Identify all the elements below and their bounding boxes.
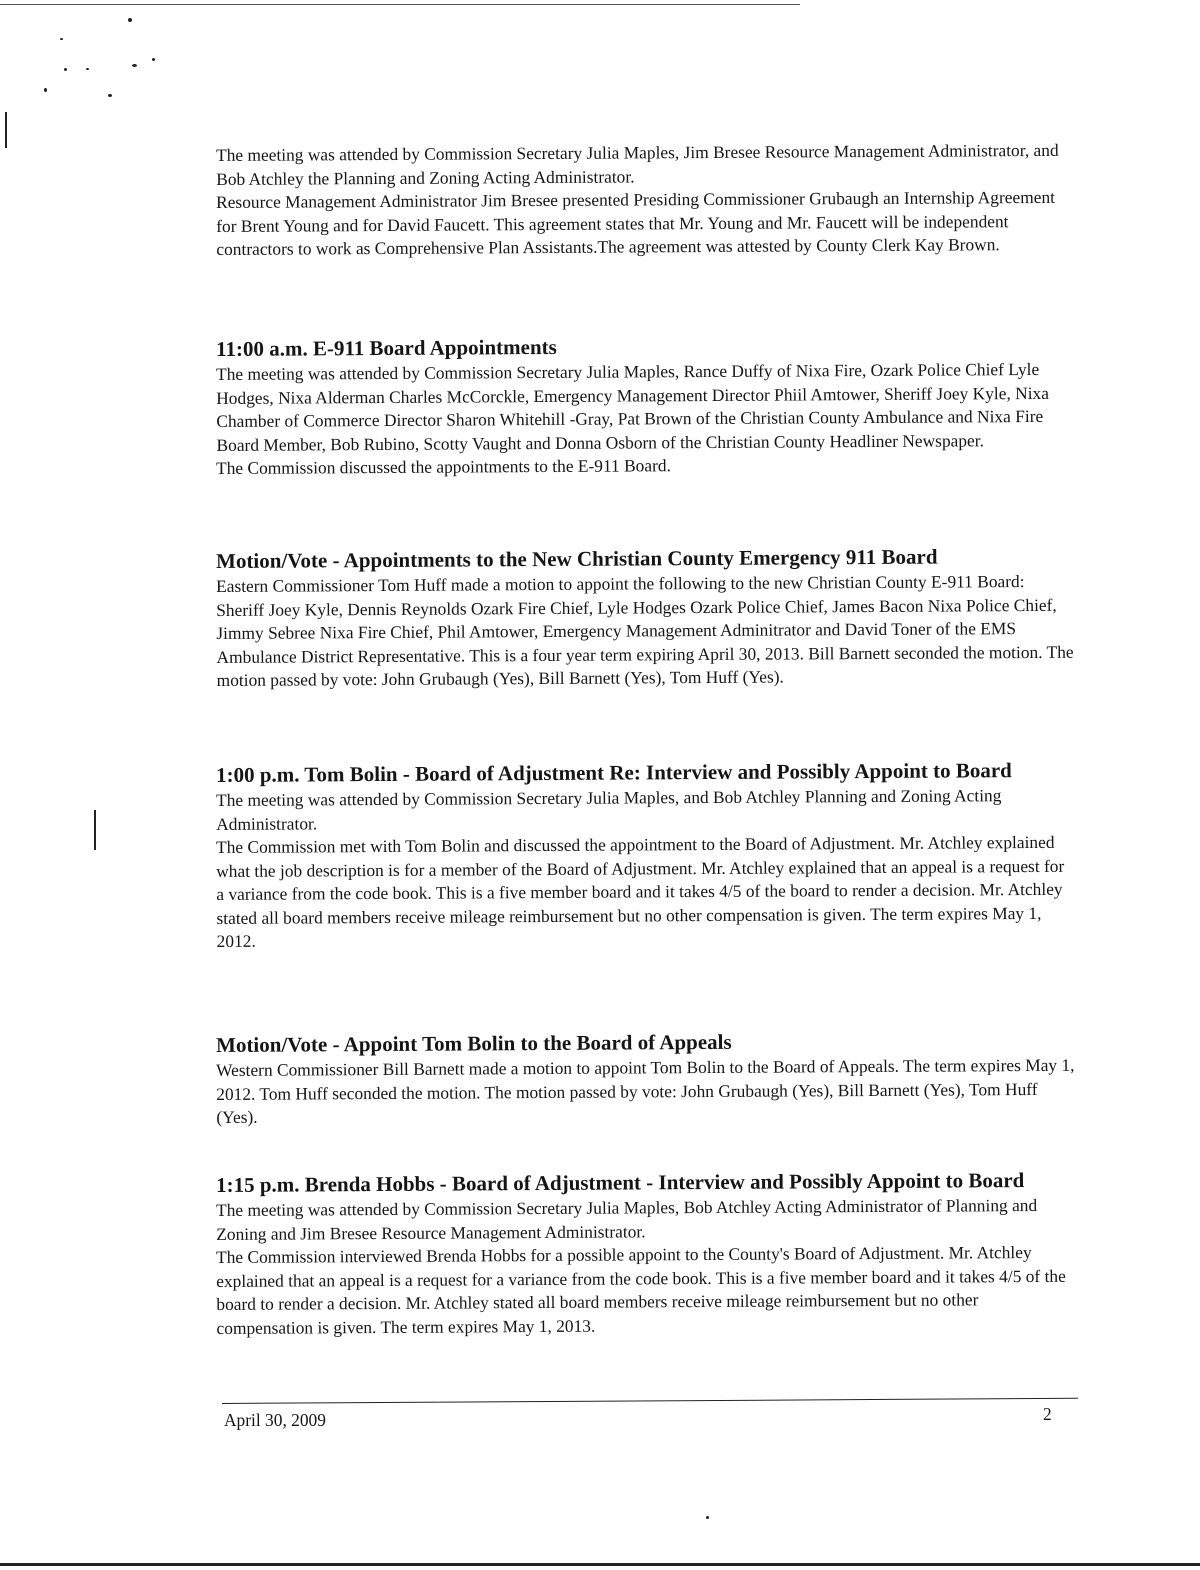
scan-edge-bottom xyxy=(0,1563,1200,1566)
section-heading: 1:15 p.m. Brenda Hobbs - Board of Adjustment - Interview and Possibly Appoint to Board xyxy=(216,1168,1025,1197)
intro-section xyxy=(216,139,1076,262)
footer-rule xyxy=(222,1398,1078,1404)
scan-speck xyxy=(64,68,67,71)
paragraph: The meeting was attended by Commission Secretary Julia Maples, Rance Duffy of Nixa Fire, Ozark Police Chief Lyle Hodges, Nixa Alderman Charles McCorckle, Emergency Management Director Phiil Amtower, Sheriff Joey Kyle, Nixa Chamber of Commerce Director Sharon Whitehill -Gray, Pat Brown of the Christian County Ambulance and Nixa Fire Board Member, Bob Rubino, Scotty Vaught and Donna Osborn of the Christian County Headliner Newspaper. xyxy=(216,358,1049,455)
footer-date: April 30, 2009 xyxy=(224,1410,326,1430)
section-heading: Motion/Vote - Appoint Tom Bolin to the Board of Appeals xyxy=(216,1029,732,1057)
scan-speck xyxy=(44,88,47,92)
section-heading: 11:00 a.m. E-911 Board Appointments xyxy=(216,334,557,361)
paragraph: The meeting was attended by Commission Secretary Julia Maples, and Bob Atchley Planning and Zoning Acting Administrator. xyxy=(216,785,1002,834)
paragraph: The meeting was attended by Commission Secretary Julia Maples, Bob Atchley Acting Administrator of Planning and Zoning and Jim Bresee Resource Management Administrator. xyxy=(216,1194,1038,1244)
e911-appointments-section xyxy=(216,336,1076,481)
tom-bolin-interview-section xyxy=(216,758,1076,954)
section-heading: Motion/Vote - Appointments to the New Christian County Emergency 911 Board xyxy=(216,544,938,573)
paragraph: Resource Management Administrator Jim Bresee presented Presiding Commissioner Grubaugh an Internship Agreement for Brent Young and for David Faucett. This agreement states that Mr. Young and Mr. Faucett will be independent contractors to work as Comprehensive Plan Assistants.The agreement was attested by County Clerk Kay Brown. xyxy=(216,187,1056,260)
brenda-hobbs-interview-section xyxy=(216,1168,1076,1341)
page-number: 2 xyxy=(1043,1404,1052,1424)
e911-motion-section xyxy=(216,544,1076,693)
scan-speck xyxy=(86,68,89,70)
margin-mark xyxy=(94,810,96,850)
scan-speck xyxy=(706,1516,709,1519)
section-heading: 1:00 p.m. Tom Bolin - Board of Adjustment Re: Interview and Possibly Appoint to Board xyxy=(216,758,1012,787)
paragraph: The Commission met with Tom Bolin and discussed the appointment to the Board of Adjustment. Mr. Atchley explained what the job description is for a member of the Board of Adjustment. Mr. Atchley explained that an appeal is a request for a variance from the code book. This is a five member board and it takes 4/5 of the board to render a decision. Mr. Atchley stated all board members receive mileage reimbursement but no other compensation is given. The term expires May 1, 2012. xyxy=(216,832,1065,952)
scan-speck xyxy=(152,58,155,61)
scan-speck xyxy=(128,18,132,22)
scan-edge-top xyxy=(0,4,800,5)
paragraph: The Commission interviewed Brenda Hobbs for a possible appoint to the County's Board of Adjustment. Mr. Atchley explained that an appeal is a request for a variance from the code book. This is a five member board and it takes 4/5 of the board to render a decision. Mr. Atchley stated all board members receive mileage reimbursement but no other compensation is given. The term expires May 1, 2013. xyxy=(216,1242,1066,1338)
paragraph: The Commission discussed the appointments to the E-911 Board. xyxy=(216,455,671,479)
scan-speck xyxy=(132,64,137,67)
tom-bolin-motion-section xyxy=(216,1029,1076,1130)
margin-mark xyxy=(5,112,7,148)
paragraph: Western Commissioner Bill Barnett made a motion to appoint Tom Bolin to the Board of Appeals. The term expires May 1, 2012. Tom Huff seconded the motion. The motion passed by vote: John Grubaugh (Yes), Bill Barnett (Yes), Tom Huff (Yes). xyxy=(216,1054,1075,1128)
paragraph: The meeting was attended by Commission Secretary Julia Maples, Jim Bresee Resource Management Administrator, and Bob Atchley the Planning and Zoning Acting Administrator. xyxy=(216,139,1059,189)
scan-speck xyxy=(108,94,112,97)
scan-speck xyxy=(60,38,63,40)
paragraph: Eastern Commissioner Tom Huff made a motion to appoint the following to the new Christian County E-911 Board: Sheriff Joey Kyle, Dennis Reynolds Ozark Fire Chief, Lyle Hodges Ozark Police Chief, James Bacon Nixa Police Chief, Jimmy Sebree Nixa Fire Chief, Phil Amtower, Emergency Management Adminitrator and David Toner of the EMS Ambulance District Representative. This is a four year term expiring April 30, 2013. Bill Barnett seconded the motion. The motion passed by vote: John Grubaugh (Yes), Bill Barnett (Yes), Tom Huff (Yes). xyxy=(216,571,1074,691)
